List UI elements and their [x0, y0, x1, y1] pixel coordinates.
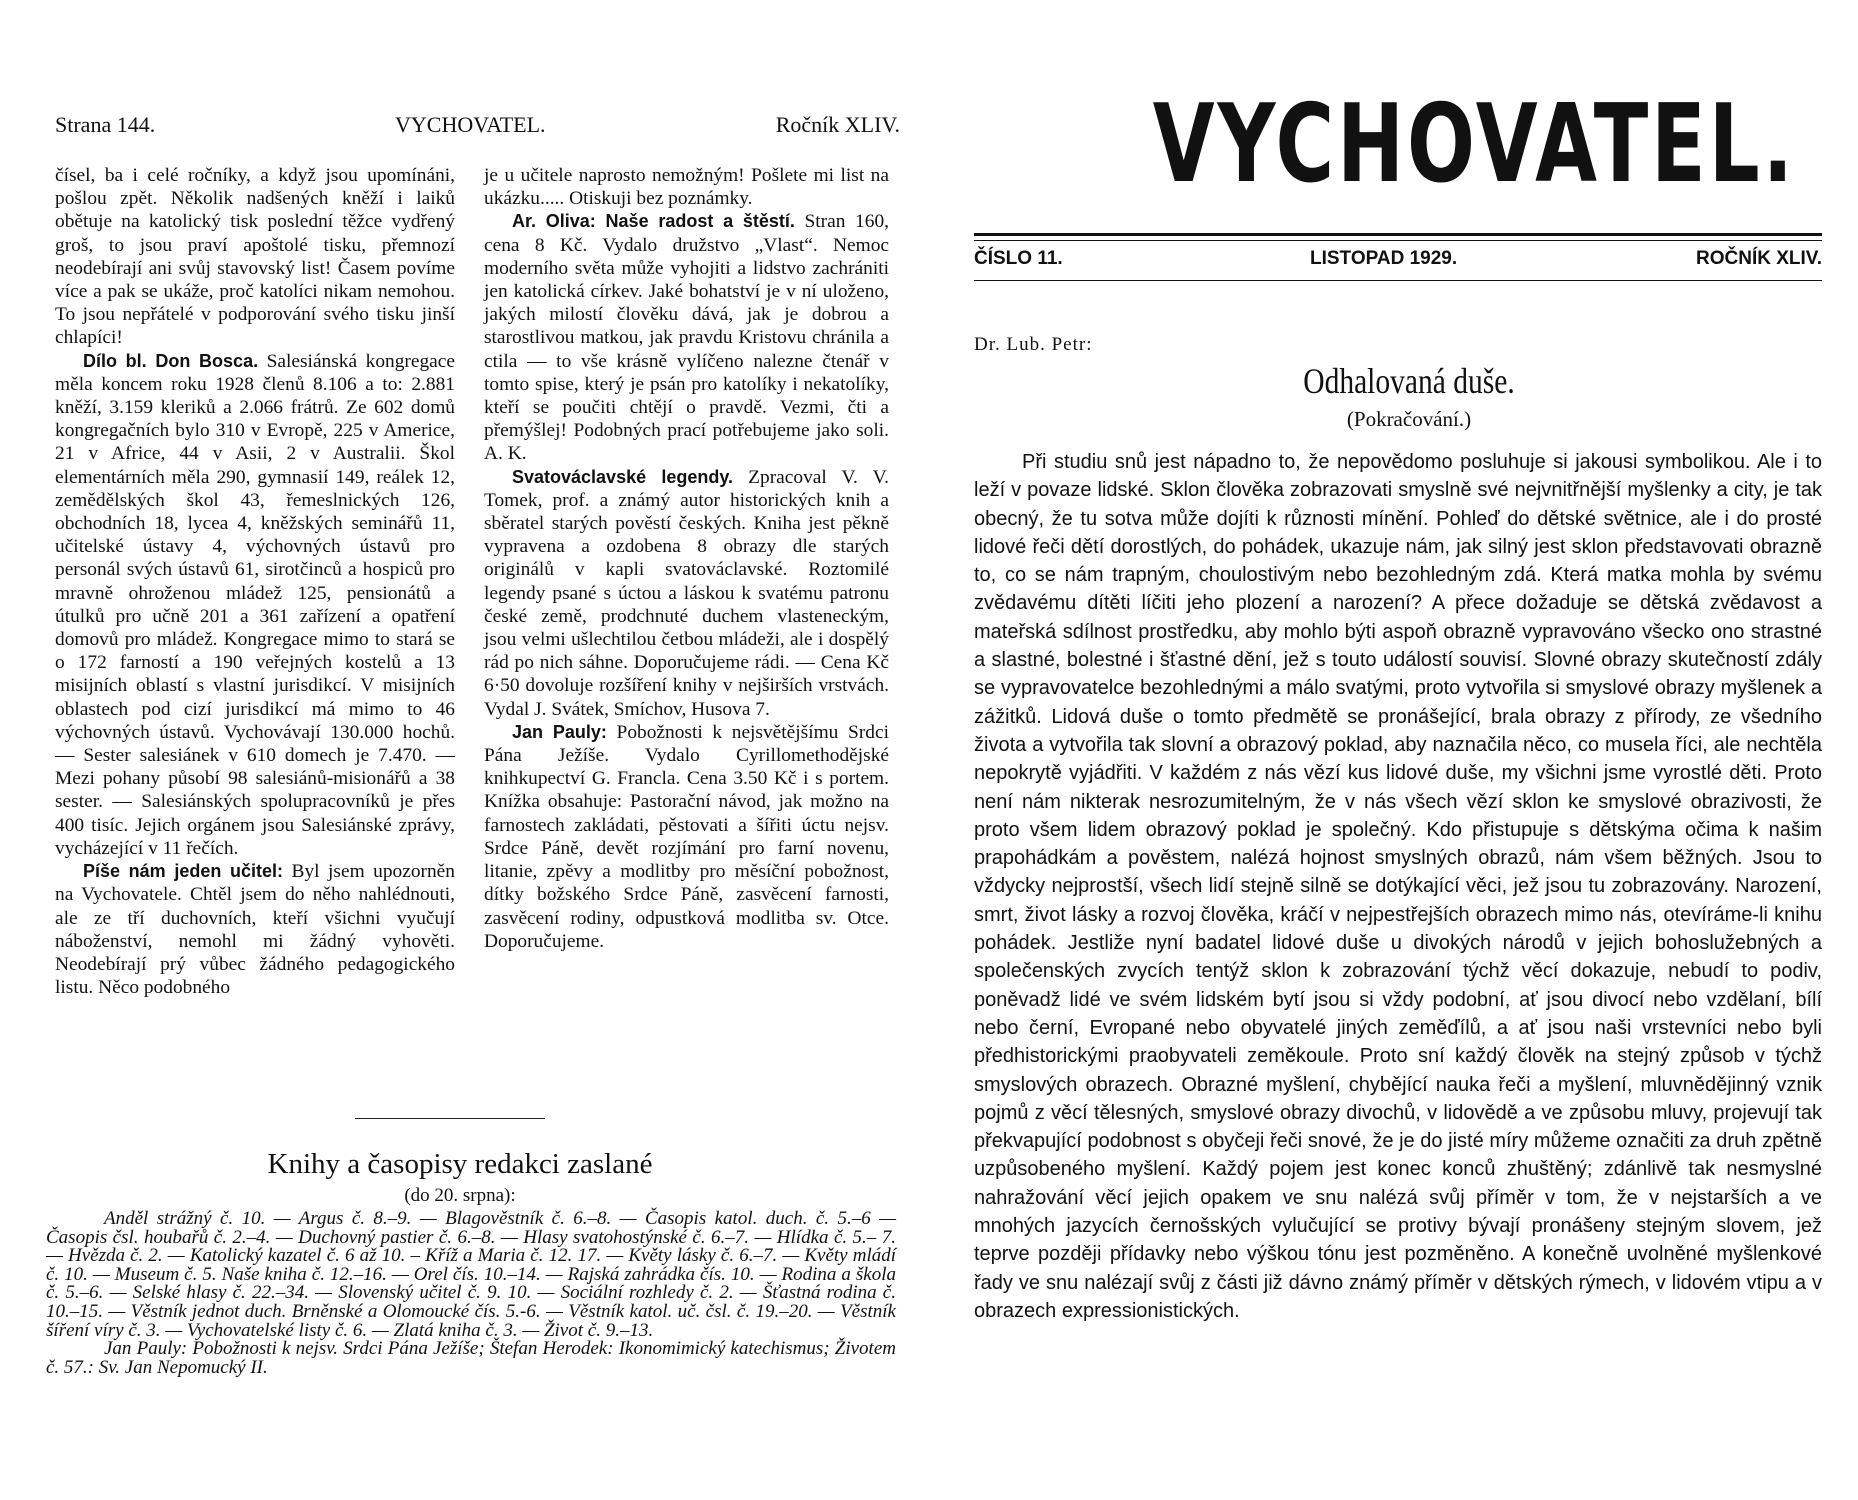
issue-volume: ROČNÍK XLIV.: [1696, 248, 1822, 269]
article-subtitle: (Pokračování.): [1346, 407, 1472, 431]
left-column: [55, 164, 455, 999]
paragraph: Ar. Oliva: Naše radost a štěstí. Stran 160, cena 8 Kč. Vydalo družstvo „Vlast“. Nemoc moderního světa může vyhojiti a lidstvo zachrániti jen katolická církev. Jaké bohatství je v ní uloženo, jakých milostí člověku dává, jak je dobrou a starostlivou matkou, jak pravdu Kristovu chránila a ctila — to vše krásně vylíčeno nalezne čtenář v tomto spise, který je psán pro katolíky i nekatolíky, kteří se poučiti chtějí o pravdě. Vezmi, čti a přemýšlej! Podobných prací potřebujeme jako soli. A. K.: [484, 211, 889, 465]
issue-line: [974, 248, 1822, 276]
paragraph: Svatováclavské legendy. Zpracoval V. V. Tomek, prof. a známý autor historických knih a sběratel starých pověstí českých. Kniha jest pěkně vypravena a ozdobena 8 obrazy dle starých originálů v kapli svatováclavské. Roztomilé legendy psané s úctou a láskou k svatému patronu české země, prodchnuté duchem vlasteneckým, jsou velmi ušlechtilou četbou mládeži, ale i dospělý rád po nich sáhne. Doporučujeme rádi. — Cena Kč 6·50 dovoluje rozšíření knihy v nejširších vrstvách. Vydal J. Svátek, Smíchov, Husova 7.: [484, 466, 889, 720]
right-page: [960, 0, 1858, 1500]
paragraph-lead: Svatováclavské legendy.: [512, 466, 734, 487]
paragraph-lead: Jan Pauly:: [512, 721, 607, 742]
periodicals-paragraph: Anděl strážný č. 10. — Argus č. 8.–9. — Blagověstník č. 6.–8. — Časopis katol. duch. č. 5.–6 — Časopis čsl. houbařů č. 2.–4. — Duchovný pastier č. 6.–8. — Hlasy svatohostýnské č. 6.–7. — Hlídka č. 5.– 7. — Hvězda č. 2. — Katolický kazatel č. 6 až 10. – Kříž a Maria č. 12. 17. — Květy lásky č. 6.–7. — Květy mládí č. 10. — Museum č. 5. Naše kniha č. 12.–16. — Orel čís. 10.–14. — Rajská zahrádka čís. 10. — Rodina a škola č. 5.–6. — Selské hlasy č. 22.–34. — Slovenský učitel č. 9. 10. — Sociální rozhledy č. 2. — Šťastná rodina č. 10.–15. — Věstník jednot duch. Brněnské a Olomoucké čís. 5.-6. — Věstník katol. uč. čsl. č. 19.–20. — Věstník šíření víry č. 3. — Vychovatelské listy č. 6. — Zlatá kniha č. 3. — Život č. 9.–13.: [46, 1208, 896, 1341]
issue-number: ČÍSLO 11.: [974, 248, 1063, 269]
paragraph: Dílo bl. Don Bosca. Salesiánská kongregace měla koncem roku 1928 členů 8.106 a to: 2.881 kněží, 3.159 kleriků a 2.066 frátrů. Ze 602 domů kongregačních bylo 310 v Evropě, 225 v Americe, 21 v Africe, 44 v Asii, 2 v Australii. Škol elementárních měla 290, gymnasií 149, reálek 12, zemědělských škol 43, řemeslnických 126, obchodních 18, lycea 4, kněžských seminářů 11, učitelské ústavy 4, výchovných ústavů pro personál svých ústavů 61, sirotčinců a hospiců pro mravně ohroženou mládež 125, pensionátů a útulků pro učně 201 a 361 zařízení a opatření domovů pro mládež. Kongregace mimo to stará se o 172 farností a 190 veřejných kostelů a 13 misijních oblastí s vlastní jurisdikcí. V misijních oblastech pod cizí jurisdikcí má mimo to 46 výchovných ústavů. Vychovávají 130.000 hochů. — Sester salesiánek v 610 domech je 7.470. — Mezi pohany působí 98 salesiánů-misionářů a 38 sester. — Salesiánských spolupracovníků je přes 400 tisíc. Jejich orgánem jsou Salesiánské zprávy, vycházející v 11 řečích.: [55, 350, 455, 859]
masthead-title: VYCHOVATEL.: [1152, 82, 1796, 207]
article-title: Odhalovaná duše.: [1303, 361, 1515, 401]
periodicals-list: [46, 1210, 896, 1377]
books-paragraph: Jan Pauly: Pobožnosti k nejsv. Srdci Pána Ježíše; Štefan Herodek: Ikonomimický katechismus; Životem č. 57.: Sv. Jan Nepomucký II.: [46, 1338, 896, 1378]
paragraph: je u učitele naprosto nemožným! Pošlete mi list na ukázku..... Otiskuji bez poznámky.: [484, 165, 889, 210]
paragraph: Píše nám jeden učitel: Byl jsem upozorněn na Vychovatele. Chtěl jsem do něho nahlédnouti, ale ze tří duchovních, kteří všichni vyučují náboženství, nemohl mi žádný vyhověti. Neodebírají prý vůbec žádného pedagogického listu. Něco podobného: [55, 861, 455, 999]
volume-label: Ročník XLIV.: [775, 112, 900, 137]
paragraph-lead: Ar. Oliva: Naše radost a štěstí.: [512, 211, 795, 232]
masthead-rule: [974, 240, 1822, 241]
paragraph: Jan Pauly: Pobožnosti k nejsvětějšímu Srdci Pána Ježíše. Vydalo Cyrillomethodějské knihkupectví G. Francla. Cena 3.50 Kč i s portem. Knížka obsahuje: Pastorační návod, jak možno na farnostech zakládati, pěstovati a šířiti úctu nejsv. Srdce Páně, devět rozjímání pro farní novenu, litanie, zpěvy a modlitby pro měsíční pobožnost, dítky božského Srdce Páně, zasvěcení farnosti, zasvěcení rodiny, odpustková modlitba sv. Otce. Doporučujeme.: [484, 721, 889, 952]
section-subtitle: (do 20. srpna):: [404, 1185, 516, 1206]
right-column: [484, 164, 889, 953]
article-paragraph: Při studiu snů jest nápadno to, že nepovědomo posluhuje si jakousi symbolikou. Ale i to leží v povaze lidské. Sklon člověka zobrazovati smyslně své nejvnitřnější myšlenky a city, je tak obecný, že tu sotva může dojíti k různosti mínění. Pohleď do dětské světnice, ale i do prosté lidové řeči dětí dorostlých, do pohádek, ukazuje nám, jak silný jest sklon představovati obrazně to, co se nám trapným, choulostivým nebo bezohledným zdá. Která matka mohla by svému zvědavému dítěti líčiti jeho plození a narození? A přece dožaduje se dětská zvědavost a mateřská sdílnost prostředku, aby mohlo býti aspoň obrazně vypravováno všecko ono strastné a slastné, bolestné i šťastné dění, jež s touto událostí souvisí. Slovné obrazy skutečností zdály se vypravovatelce bezohlednými a málo svatými, proto vytvořila si smyslové obrazy myšlenek a zážitků. Lidová duše o tomto předmětě se pronášející, brala obrazy z přírody, ze všedního života a vytvořila tak slovní a obrazový poklad, aby naznačila něco, co musela říci, ale nechtěla nepokrytě vyjádřiti. V každém z nás vězí kus lidové duše, my všichni jsme vyrostlé děti. Proto není nám nikterak nesrozumitelným, že v nás všech vězí sklon ke smyslové obrazivosti, že proto všem lidem obrazový poklad je společný. Kdo přistupuje s dětskýma očima k našim prapohádkám a pověstem, nalézá hojnost smyslných obrazů, nám všem běžných. Jsou to vždycky nejprostší, všech lidí stejně silně se dotýkající věci, jež jsou tu zobrazovány. Narození, smrt, život lásky a rozvoj člověka, kráčí v nejpestřejších obrazech mimo nás, otevíráme-li knihu pohádek. Jestliže nyní badatel lidové duše u divokých národů v jejich bohoslužebných a společenských zvycích tentýž sklon k zobrazování týchž věcí dokazuje, nebudí to podiv, poněvadž lidé ve svém lidském bytí jsou si vždy podobní, ať jsou divocí nebo vzdělaní, bílí nebo černí, Evropané nebo obyvatelé jiných zeměďílů, a ať jsou naši vrstevníci nebo byli předhistorickými praobyvateli zeměkoule. Proto sní každý člověk na stejný způsob v týchž smyslových obrazech. Obrazné myšlení, chybějící nauka řeči a myšlení, mluvnědějinný vznik pojmů z věcí tělesných, smyslové obrazy divochů, v lidovědě a ve způsobu mluvy, projevují tak překvapující podobnost s obyčeji řeči snové, že je do jisté míry můžeme označiti za druh zpětně uzpůsobeného myšlení. Každý pojem jest konec konců zhuštěný; zdánlivě tak nesmyslné nahražování věcí jejich opakem ve snu nalézá svůj příměr v tom, že v nejstarších a ve mnohých jazycích černošských vylučující se protivy bývají pronášeny stejným slovem, jež teprve později přídavky nebo výškou tónu jest pozměněno. A konečně uvolněné myšlenkové řady ve snu nalézají svůj z části již dávno známý příměr v dětských rýmech, v lidovém vtipu a v obrazech expressionistických.: [974, 451, 1822, 1322]
section-divider: [355, 1118, 545, 1119]
journal-name: VYCHOVATEL.: [395, 112, 546, 137]
paragraph: čísel, ba i celé ročníky, a když jsou upomínáni, pošlou zpět. Několik nadšených kněží i laiků obětuje na katolický tisk poslední těžce vydřený groš, to jsou praví apoštolé tisku, přemnozí neodebírají ani svůj stavovský list! Časem povíme více a pak se ukáže, proč katolíci nikam nemohou. To jsou nepřátelé v podporování svého tisku jinší chlapíci!: [55, 165, 455, 349]
issue-rule: [974, 280, 1822, 281]
page-number: Strana 144.: [55, 112, 156, 137]
issue-date: LISTOPAD 1929.: [1310, 248, 1458, 269]
running-head: [55, 112, 900, 142]
paragraph-lead: Píše nám jeden učitel:: [83, 861, 284, 882]
paragraph-lead: Dílo bl. Don Bosca.: [83, 350, 259, 371]
section-title: Knihy a časopisy redakci zaslané: [267, 1148, 653, 1180]
left-page: [0, 0, 920, 1500]
article-author: Dr. Lub. Petr:: [974, 334, 1093, 355]
article-body: [974, 448, 1822, 1325]
masthead-rule: [974, 233, 1822, 236]
